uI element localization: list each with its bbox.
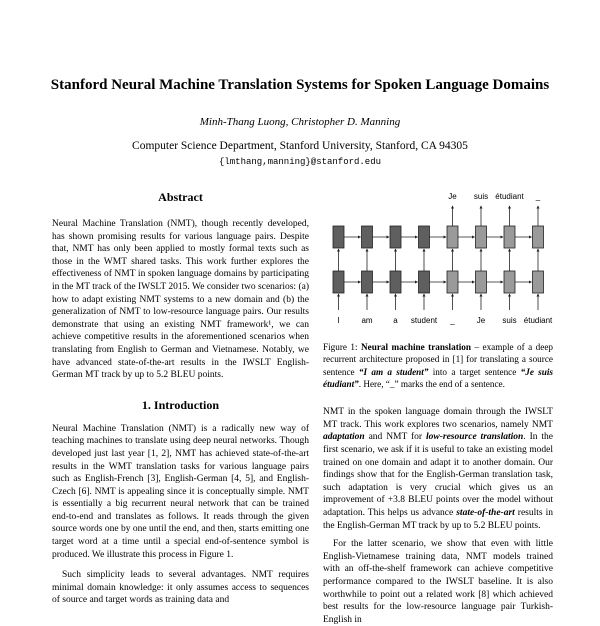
caption-text-1: – example of a deep recurrent architecture proposed in [1] for translating a source sentence xyxy=(323,342,553,377)
source-token-label: I xyxy=(337,316,340,325)
rnn-cell-layer1-step6 xyxy=(476,226,487,248)
rnn-cell-layer1-step8 xyxy=(533,226,544,248)
rnn-cell-layer1-step5 xyxy=(447,226,458,248)
rnn-cell-layer2-step1 xyxy=(333,271,344,293)
source-token-label: _ xyxy=(450,316,455,325)
source-token-label: student xyxy=(410,316,438,325)
right-paragraph-1 xyxy=(323,406,553,532)
right-paragraph-2: For the latter scenario, we show that even with little English-Vietnamese training data, NMT models trained with an off-the-shelf framework can achieve competitive performance compared to the IWSLT baseline. It is also worthwhile to point out a related work [8] which achieved best results for the low-resource language pair Turkish-English in xyxy=(323,539,553,625)
rnn-cell-layer2-step3 xyxy=(390,271,401,293)
rnn-cell-layer1-step3 xyxy=(390,226,401,248)
rnn-cell-layer2-step6 xyxy=(476,271,487,293)
rnn-cell-layer1-step4 xyxy=(419,226,430,248)
rnn-cell-layer2-step2 xyxy=(362,271,373,293)
source-token-label: suis xyxy=(502,316,517,325)
figure-1-diagram xyxy=(323,188,553,328)
intro-paragraph-2: Such simplicity leads to several advantages. NMT requires minimal domain knowledge: it only assumes access to sequences of source and target words as training data and xyxy=(52,570,309,606)
caption-text-3: . Here, “_” marks the end of a sentence. xyxy=(358,378,505,389)
rnn-cell-layer1-step7 xyxy=(504,226,515,248)
rnn-cell-layer1-step2 xyxy=(362,226,373,248)
right-p1-a: NMT in the spoken language domain through the IWSLT MT track. This work explores two scenarios, namely NMT xyxy=(323,407,553,430)
rnn-cell-layer2-step8 xyxy=(533,271,544,293)
right-p1-b: and NMT for xyxy=(364,432,426,443)
introduction-heading: 1. Introduction xyxy=(141,397,220,412)
right-p1-c: . In the first scenario, we ask if it is useful to take an existing model trained on one domain and adapt it to another domain. Our findings show that for the English-German translation task, such adaptation is very crucial which gives us an improvement of +3.8 BLEU points over the model without adaptation. This helps us advance xyxy=(323,432,553,518)
caption-source-sentence: “I am a student” xyxy=(358,366,429,377)
caption-text-2: into a target sentence xyxy=(428,366,521,377)
rnn-cell-layer2-step4 xyxy=(419,271,430,293)
adaptation-term: adaptation xyxy=(323,432,365,443)
target-token-label: _ xyxy=(535,192,541,201)
intro-paragraph-1: Neural Machine Translation (NMT) is a radically new way of teaching machines to translate using deep neural networks. Though developed just last year [1, 2], NMT has achieved state-of-the-art results in the WMT translation tasks for various language pairs such as English-French [3], English-German [4, 5], and English-Czech [6]. NMT is appealing since it is conceptually simple. NMT is essentially a big recurrent neural network that can be trained end-to-end and translates as follows. It reads through the given source words one by one until the end, and then, starts emitting one target word at a time until a special end-of-sentence symbol is produced. We illustrate this process in Figure 1. xyxy=(52,423,309,560)
target-token-label: étudiant xyxy=(495,192,524,201)
target-token-label: Je xyxy=(448,192,457,201)
affiliation: Computer Science Department, Stanford University, Stanford, CA 94305 xyxy=(132,140,468,152)
rnn-cell-layer2-step7 xyxy=(504,271,515,293)
source-token-label: a xyxy=(393,316,398,325)
caption-label: Figure 1: xyxy=(323,342,358,352)
authors: Minh-Thang Luong, Christopher D. Manning xyxy=(199,116,401,128)
rnn-cell-layer1-step1 xyxy=(333,226,344,248)
figure-1-caption xyxy=(323,341,553,390)
low-resource-term: low-resource translation xyxy=(426,432,524,443)
source-token-label: am xyxy=(361,316,373,325)
right-column xyxy=(323,188,553,626)
author-email: {lmthang,manning}@stanford.edu xyxy=(218,157,382,167)
rnn-cell-layer2-step5 xyxy=(447,271,458,293)
right-p1-d: results in the English-German MT track by up to 5.2 BLEU points. xyxy=(323,507,553,531)
source-token-label: Je xyxy=(476,316,486,325)
abstract-heading: Abstract xyxy=(158,190,203,204)
caption-title: Neural machine translation xyxy=(361,342,472,352)
left-column xyxy=(52,190,309,607)
abstract-text: Neural Machine Translation (NMT), though recently developed, has shown promising results for various language pairs. Despite that, NMT has only been applied to mostly formal texts such as those in the WMT shared tasks. This work further explores the effectiveness of NMT in spoken language domains by participating in the MT track of the IWSLT 2015. We consider two scenarios: (a) how to adapt existing NMT systems to a new domain and (b) the generalization of NMT to low-resource language pairs. Our results demonstrate that using an existing NMT framework¹, we can achieve competitive results in the aforementioned scenarios when translating from English to German and Vietnamese. Notably, we have advanced state-of-the-art results in the IWSLT English-German MT track by up to 5.2 BLEU points. xyxy=(52,219,309,381)
target-token-label: suis xyxy=(473,192,489,201)
state-of-the-art-term: state-of-the-art xyxy=(456,507,515,518)
paper-title: Stanford Neural Machine Translation Systems for Spoken Language Domains xyxy=(50,77,550,93)
caption-target-sentence: “Je suis étudiant” xyxy=(323,366,553,389)
source-token-label: étudiant xyxy=(523,316,553,325)
